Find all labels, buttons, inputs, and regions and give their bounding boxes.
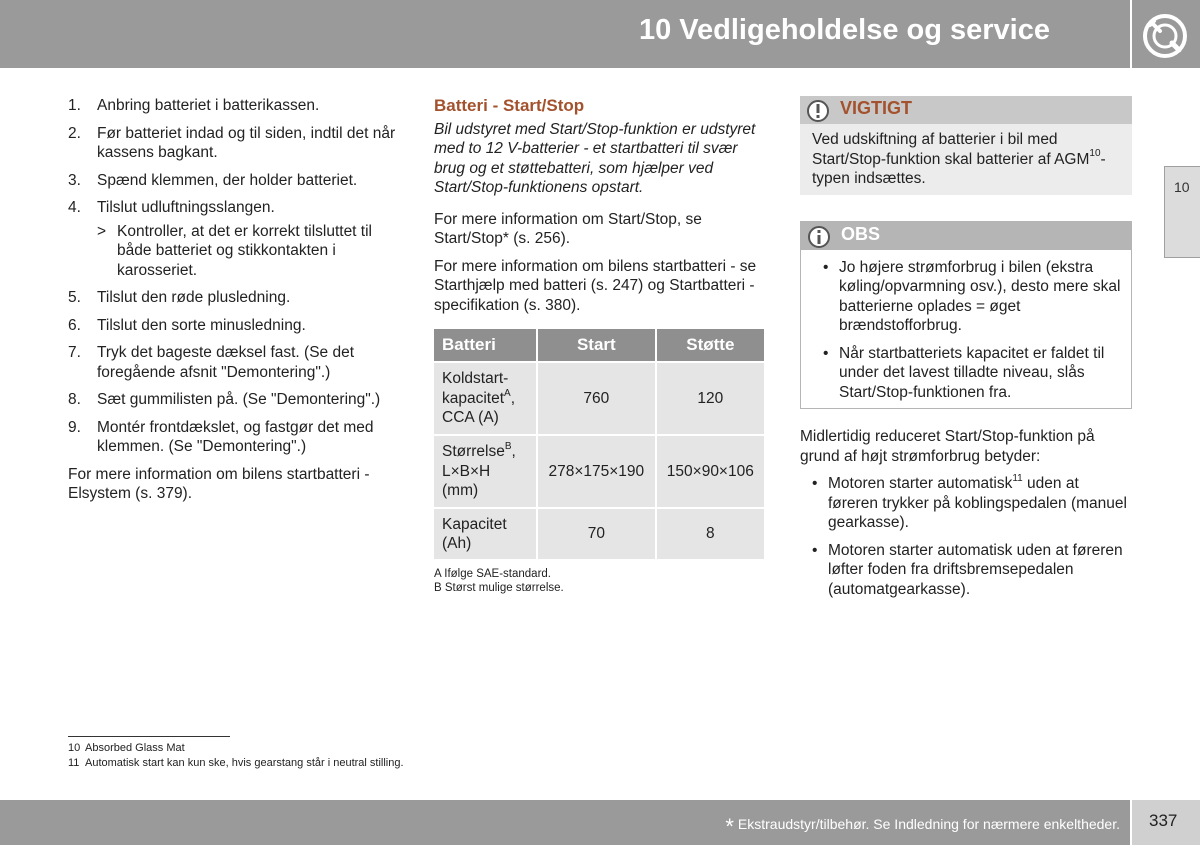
list-item: 6. Tilslut den sorte minusledning. bbox=[68, 316, 306, 334]
list-item: 1. Anbring batteriet i batterikassen. bbox=[68, 97, 320, 114]
footnote: 10 Absorbed Glass Mat bbox=[68, 742, 185, 754]
table-row bbox=[434, 509, 764, 559]
sub-step: > Kontroller, at det er korrekt tilsluttet til både batteriet og stikkontakten i karosseriet. bbox=[97, 222, 372, 279]
chapter-title: 10 Vedligeholdelse og service bbox=[638, 14, 1050, 46]
table-cell: 70 bbox=[538, 509, 655, 559]
footnote-divider bbox=[68, 736, 230, 737]
table-cell: 150×90×106 bbox=[657, 436, 764, 507]
list-item: 2. Før batteriet indad og til siden, indtil det når kassens bagkant. bbox=[68, 124, 396, 161]
list-item: • Jo højere strømforbrug i bilen (ekstra køling/opvarmning osv.), desto mere skal batterierne oplades = øget brændstofforbrug. bbox=[823, 258, 1121, 334]
paragraph: For mere information om bilens startbatteri - se Starthjælp med batteri (s. 247) og Startbatteri - specifikation (s. 380). bbox=[434, 257, 757, 314]
paragraph: For mere information om Start/Stop, se Start/Stop* (s. 256). bbox=[434, 210, 702, 247]
column-notices bbox=[800, 96, 1132, 607]
column-start-stop bbox=[434, 96, 766, 595]
footnote: 11 Automatisk start kan kun ske, hvis gearstang står i neutral stilling. bbox=[68, 756, 404, 769]
table-header: Støtte bbox=[657, 329, 764, 361]
list-item: • Motoren starter automatisk uden at føreren løfter foden fra driftsbremsepedalen (automatgearkasse). bbox=[812, 541, 1123, 598]
note-list bbox=[811, 258, 1121, 403]
warning-text: Ved udskiftning af batterier i bil med Start/Stop-funktion skal batterier af AGM$^{10}$-typen indsættes. bbox=[800, 124, 1132, 195]
warning-header bbox=[800, 96, 1132, 124]
list-item: 5. Tilslut den røde plusledning. bbox=[68, 289, 291, 306]
table-row bbox=[434, 436, 764, 507]
column-instructions bbox=[68, 96, 398, 512]
chapter-icon-box bbox=[1132, 0, 1200, 68]
page-header bbox=[0, 0, 1130, 68]
exclamation-icon bbox=[806, 99, 830, 123]
battery-table bbox=[432, 327, 766, 561]
row-label: Størrelse$^B$, L×B×H (mm) bbox=[434, 436, 536, 507]
list-item: 7. Tryk det bageste dæksel fast. (Se det foregående afsnit "Demontering".) bbox=[68, 344, 355, 381]
list-item: 8. Sæt gummilisten på. (Se "Demontering".) bbox=[68, 391, 381, 408]
footnotes bbox=[68, 741, 404, 770]
row-label: Koldstart- kapacitet$^A$, CCA (A) bbox=[434, 363, 536, 434]
warning-label: VIGTIGT bbox=[840, 98, 912, 118]
note-label: OBS bbox=[841, 223, 881, 244]
table-cell: 760 bbox=[538, 363, 655, 434]
table-cell: 278×175×190 bbox=[538, 436, 655, 507]
more-info-text: For mere information om bilens startbatteri - Elsystem (s. 379). bbox=[68, 465, 370, 502]
page-number-box bbox=[1132, 800, 1200, 845]
chapter-tab[interactable]: 10 bbox=[1164, 166, 1200, 258]
info-icon bbox=[807, 225, 831, 249]
section-title: Batteri - Start/Stop bbox=[434, 96, 585, 115]
table-row bbox=[434, 363, 764, 434]
note-box bbox=[800, 221, 1132, 410]
table-note: A Ifølge SAE-standard. bbox=[434, 568, 551, 580]
steps-list bbox=[68, 96, 398, 457]
list-item: • Når startbatteriets kapacitet er faldet til under det lavest tilladte niveau, slås Start/Stop-funktionen fra. bbox=[823, 344, 1105, 401]
wrench-gear-icon bbox=[1142, 13, 1188, 59]
page-number: 337 bbox=[1149, 811, 1178, 830]
list-item: 4. Tilslut udluftningsslangen. > Kontroller, at det er korrekt tilsluttet til både batteriet og stikkontakten i karosseriet. bbox=[68, 198, 398, 280]
footer-note: * Ekstraudstyr/tilbehør. Se Indledning for nærmere enkeltheder. bbox=[725, 814, 1120, 839]
warning-box bbox=[800, 96, 1132, 195]
table-header: Start bbox=[538, 329, 655, 361]
list-item: 9. Montér frontdækslet, og fastgør det med klemmen. (Se "Demontering".) bbox=[68, 418, 374, 455]
table-note: B Størst mulige størrelse. bbox=[434, 582, 564, 594]
table-header: Batteri bbox=[434, 329, 536, 361]
table-cell: 120 bbox=[657, 363, 764, 434]
effect-list bbox=[800, 474, 1132, 599]
list-item: • Motoren starter automatisk$^{11}$ uden at føreren trykker på koblingspedalen (manuel gearkasse). bbox=[812, 472, 1127, 531]
note-header bbox=[801, 222, 1131, 250]
table-cell: 8 bbox=[657, 509, 764, 559]
paragraph: Midlertidig reduceret Start/Stop-funktion på grund af højt strømforbrug betyder: bbox=[800, 428, 1095, 465]
list-item: 3. Spænd klemmen, der holder batteriet. bbox=[68, 171, 358, 189]
row-label: Kapacitet (Ah) bbox=[434, 509, 536, 559]
table-notes bbox=[434, 567, 766, 595]
page-footer bbox=[0, 800, 1130, 845]
intro-text: Bil udstyret med Start/Stop-funktion er udstyret med to 12 V-batterier - et startbatteri til svær brug og et støttebatteri, som hjælper ved Start/Stop-funktionens opstart. bbox=[434, 120, 756, 196]
